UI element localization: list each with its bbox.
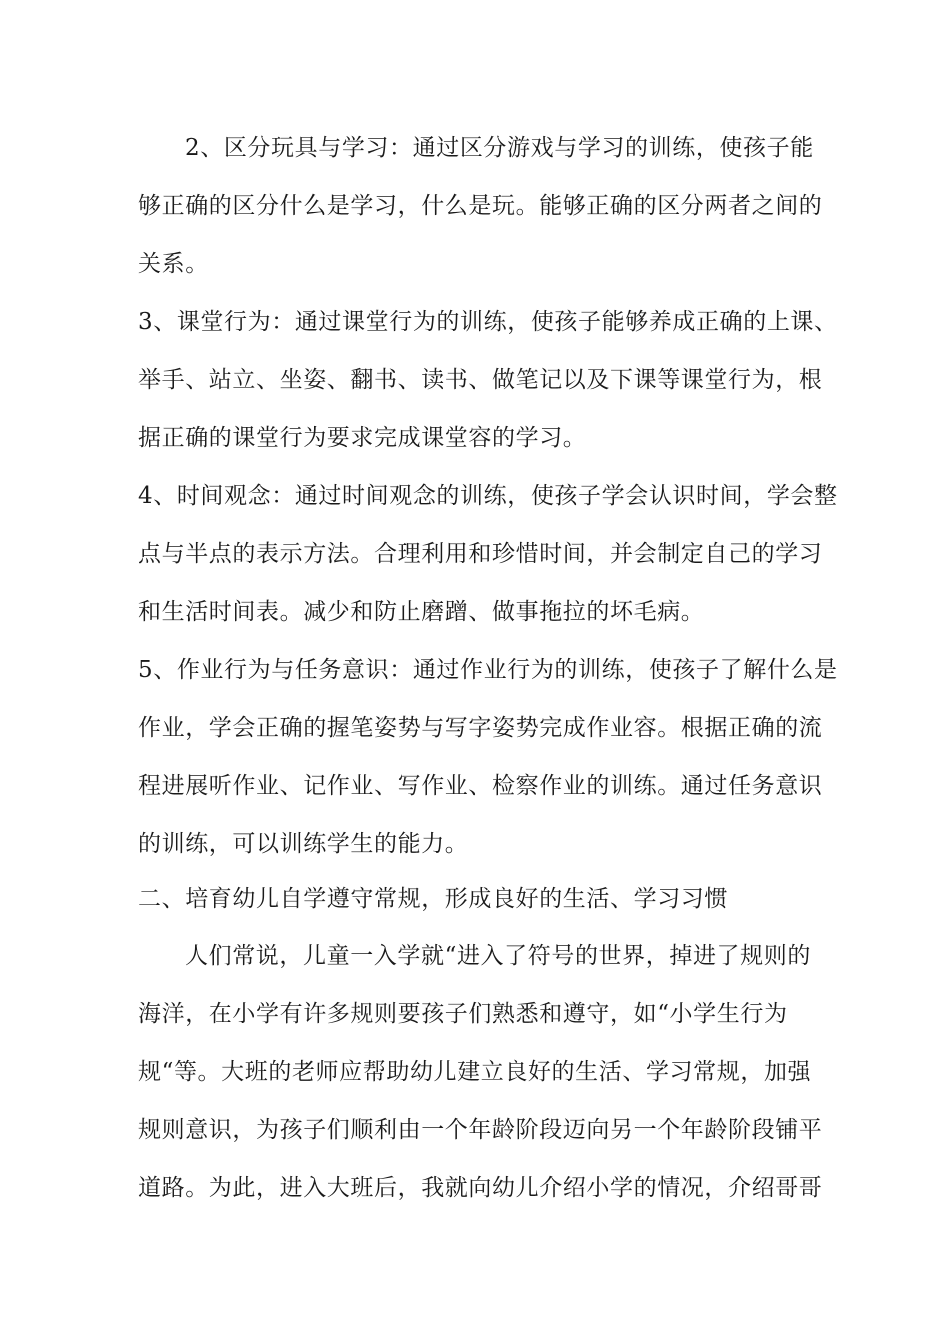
paragraph-line: 3、课堂行为：通过课堂行为的训练，使孩子能够养成正确的上课、 xyxy=(138,309,838,335)
section-heading: 二、培育幼儿自学遵守常规，形成良好的生活、学习习惯 xyxy=(138,886,728,912)
paragraph-line: 规“等。大班的老师应帮助幼儿建立良好的生活、学习常规，加强 xyxy=(138,1059,812,1085)
paragraph-line: 4、时间观念：通过时间观念的训练，使孩子学会认识时间，学会整 xyxy=(138,483,838,509)
paragraph-line: 海洋，在小学有许多规则要孩子们熟悉和遵守，如“小学生行为 xyxy=(138,1001,788,1027)
paragraph-line: 关系。 xyxy=(138,251,209,277)
paragraph-line: 道路。为此，进入大班后，我就向幼儿介绍小学的情况，介绍哥哥 xyxy=(138,1175,823,1201)
paragraph-line: 人们常说，儿童一入学就“进入了符号的世界，掉进了规则的 xyxy=(185,943,811,969)
paragraph-line: 的训练，可以训练学生的能力。 xyxy=(138,831,469,857)
paragraph-line: 5、作业行为与任务意识：通过作业行为的训练，使孩子了解什么是 xyxy=(138,657,838,683)
paragraph-line: 程进展听作业、记作业、写作业、检察作业的训练。通过任务意识 xyxy=(138,773,823,799)
paragraph-line: 举手、站立、坐姿、翻书、读书、做笔记以及下课等课堂行为，根 xyxy=(138,367,823,393)
paragraph-line: 够正确的区分什么是学习，什么是玩。能够正确的区分两者之间的 xyxy=(138,193,823,219)
paragraph-line: 2、区分玩具与学习：通过区分游戏与学习的训练，使孩子能 xyxy=(185,135,814,161)
paragraph-line: 点与半点的表示方法。合理利用和珍惜时间，并会制定自己的学习 xyxy=(138,541,823,567)
paragraph-line: 据正确的课堂行为要求完成课堂容的学习。 xyxy=(138,425,587,451)
paragraph-line: 和生活时间表。减少和防止磨蹭、做事拖拉的坏毛病。 xyxy=(138,599,705,625)
paragraph-line: 作业，学会正确的握笔姿势与写字姿势完成作业容。根据正确的流 xyxy=(138,715,823,741)
paragraph-line: 规则意识，为孩子们顺利由一个年龄阶段迈向另一个年龄阶段铺平 xyxy=(138,1117,823,1143)
